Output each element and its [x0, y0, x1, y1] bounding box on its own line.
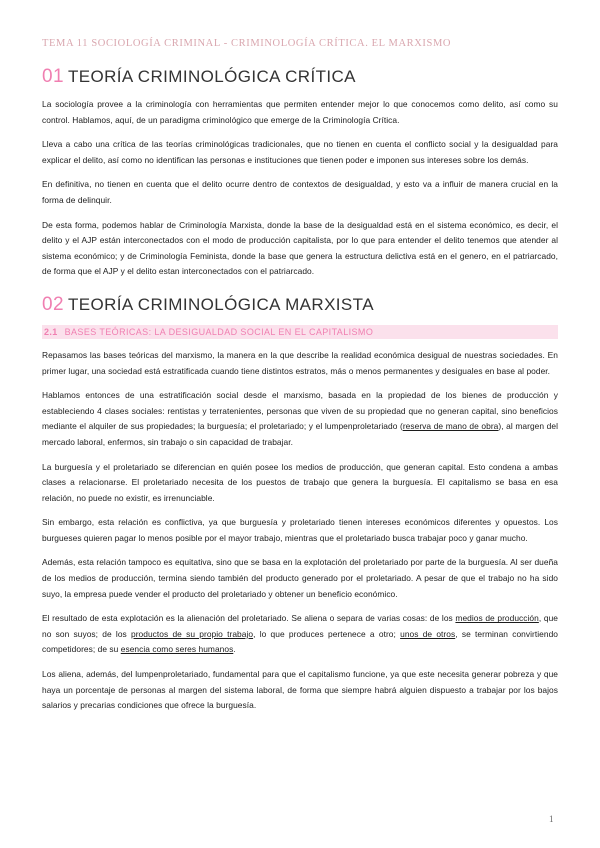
section-heading-1	[42, 66, 558, 88]
paragraph: Lleva a cabo una crítica de las teorías criminológicas tradicionales, que no tienen en cuenta el conflicto social y la desigualdad para explicar el delito, así como no identifican las personas e instituciones que tienen poder e imponen sus intereses sobre los demás.	[42, 139, 558, 165]
underlined-term: reserva de mano de obra	[402, 421, 499, 432]
running-header: TEMA 11 SOCIOLOGÍA CRIMINAL - CRIMINOLOGÍA CRÍTICA. EL MARXISMO	[42, 38, 452, 49]
section-title: TEORÍA CRIMINOLÓGICA MARXISTA	[67, 294, 374, 314]
text-run: Hablamos entonces de una estratificación social desde el marxismo, basada en la propiedad de los bienes de producción y estableciendo 4 clases sociales: rentistas y terratenientes, personas que viven de su propiedad que no generan capital, sino beneficios mediante el alquiler de sus propiedades; la burguesía; el proletariado; y el lumpenproletariado (	[42, 390, 558, 432]
page-content	[42, 66, 558, 723]
text-run: ), al margen del mercado laboral, enfermos, sin trabajo o sin capacidad de trabajar.	[42, 421, 558, 447]
underlined-term: esencia como seres humanos	[120, 644, 234, 655]
paragraph: Repasamos las bases teóricas del marxismo, la manera en la que describe la realidad económica desigual de nuestras sociedades. En primer lugar, una sociedad está estratificada cuando tiene distintos estratos, más o menos permanentes y desiguales en base al poder.	[42, 349, 558, 376]
paragraph: De esta forma, podemos hablar de Criminología Marxista, donde la base de la desigualdad está en el sistema económico, es decir, el delito y el AJP están interconectados con el modo de producción capitalista, por lo que para entender el delito tenemos que atender al sistema económico; y de Criminología Feminista, donde la base que genera la estructura delictiva está en el genero, en el patriarcado, de forma que el AJP y el delito estan interconectados con el patriarcado.	[42, 219, 558, 277]
page-number: 1	[549, 814, 554, 824]
section-number: 02	[42, 293, 64, 315]
subsection-heading	[42, 325, 558, 339]
text-run: , lo que produces pertenece a otro;	[253, 628, 401, 639]
text-run: , que no son suyos; de los	[42, 613, 558, 639]
subsection-title: BASES TEÓRICAS: LA DESIGUALDAD SOCIAL EN EL CAPITALISMO	[64, 326, 374, 337]
section-title: TEORÍA CRIMINOLÓGICA CRÍTICA	[67, 67, 356, 86]
underlined-term: productos de su propio trabajo	[131, 628, 254, 639]
paragraph: Sin embargo, esta relación es conflictiva, ya que burguesía y proletariado tienen intereses económicos diferentes y opuestos. Los burgueses quieren pagar lo menos posible por el mayor trabajo, mientras que el proletariado busca trabajar poco y ganar mucho.	[42, 517, 558, 543]
text-run: , se terminan convirtiendo competidores; de su	[42, 628, 558, 655]
paragraph	[42, 388, 558, 450]
paragraph: Los aliena, además, del lumpenproletariado, fundamental para que el capitalismo funcione, ya que este necesita generar pobreza y que haya un porcentaje de personas al margen del sistema laboral, de forma que siempre habrá alguien dispuesto a trabajar por los bajos salarios y precarias condiciones que ofrece la burguesía.	[42, 669, 558, 711]
paragraph: En definitiva, no tienen en cuenta que el delito ocurre dentro de contextos de desigualdad, y esto va a influir de manera crucial en la forma de delinquir.	[42, 179, 558, 205]
section-number: 01	[42, 66, 64, 87]
subsection-number: 2.1	[44, 326, 58, 337]
paragraph	[42, 611, 558, 658]
text-run: El resultado de esta explotación es la alienación del proletariado. Se aliena o separa de varias cosas: de los	[42, 613, 456, 624]
text-run: .	[233, 644, 236, 655]
underlined-term: unos de otros	[400, 628, 456, 639]
section-heading-2	[42, 294, 558, 316]
paragraph: Además, esta relación tampoco es equitativa, sino que se basa en la explotación del proletariado por parte de la burguesía. Al ser dueña de los medios de producción, termina siendo también del producto generado por el proletariado. A pesar de que el trabajo no ha sido suyo, la empresa puede vender el producto del proletariado y obtener un beneficio económico.	[42, 557, 558, 599]
paragraph: La sociología provee a la criminología con herramientas que permiten entender mejor lo que conocemos como delito, así como su control. Hablamos, aquí, de un paradigma criminológico que emerge de la Criminología Crítica.	[42, 99, 558, 125]
underlined-term: medios de producción	[455, 613, 539, 624]
paragraph: La burguesía y el proletariado se diferencian en quién posee los medios de producción, que generan capital. Esto condena a ambas clases a relacionarse. El proletariado necesita de los puestos de trabajo que genera la burguesía. El capitalismo se basa en esa relación, no puede no existir, es irrenunciable.	[42, 461, 558, 503]
